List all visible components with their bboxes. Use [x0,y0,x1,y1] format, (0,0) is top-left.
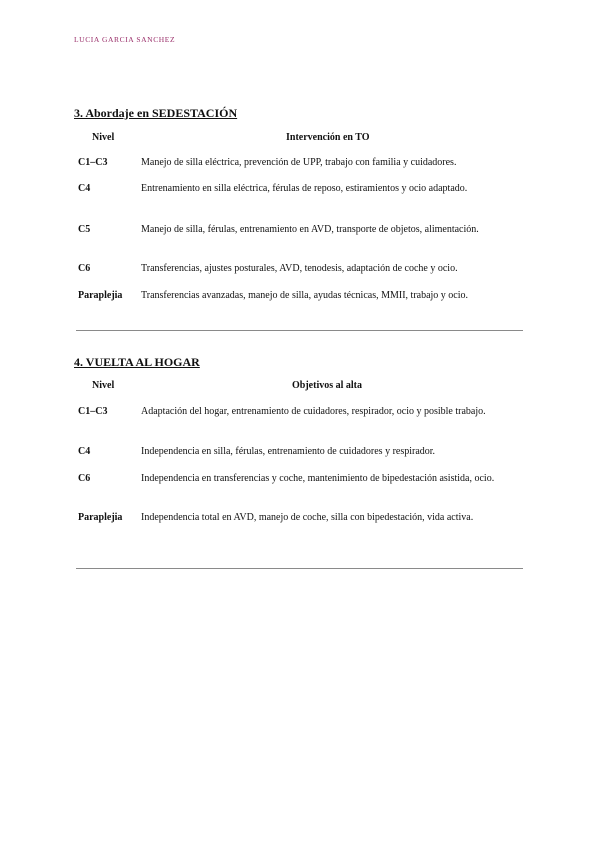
section-3-row-4-level: C6 [78,263,91,274]
section-4-row-4-text: Independencia total en AVD, manejo de coche, silla con bipedestación, vida activa. [141,512,474,523]
section-4-col-level: Nivel [92,380,115,391]
section-divider-bottom [76,568,523,569]
section-4-row-3-level: C6 [78,473,91,484]
section-4-row-2-text: Independencia en silla, férulas, entrenamiento de cuidadores y respirador. [141,446,436,457]
section-4-col-objectives: Objetivos al alta [292,380,362,391]
section-3-col-level: Nivel [92,132,115,143]
section-3-row-4-text: Transferencias, ajustes posturales, AVD, tenodesis, adaptación de coche y ocio. [141,263,458,274]
section-3-row-2-text: Entrenamiento en silla eléctrica, férulas de reposo, estiramientos y ocio adaptado. [141,183,468,194]
section-3-row-5-level: Paraplejia [78,290,123,301]
section-3-row-5-text: Transferencias avanzadas, manejo de silla, ayudas técnicas, MMII, trabajo y ocio. [141,290,469,301]
section-4-row-3-text: Independencia en transferencias y coche, mantenimiento de bipedestación asistida, ocio. [141,473,495,484]
section-3-row-3-level: C5 [78,224,91,235]
section-4-row-1-text: Adaptación del hogar, entrenamiento de cuidadores, respirador, ocio y posible trabajo. [141,406,486,417]
section-3-row-2-level: C4 [78,183,91,194]
section-4-row-2-level: C4 [78,446,91,457]
section-4-title: 4. VUELTA AL HOGAR [74,355,200,369]
section-3-row-1-level: C1–C3 [78,157,108,168]
page-header-author: LUCIA GARCIA SANCHEZ [74,35,176,44]
section-4-row-1-level: C1–C3 [78,406,108,417]
section-4-row-4-level: Paraplejia [78,512,123,523]
section-divider [76,330,523,331]
section-3-row-1-text: Manejo de silla eléctrica, prevención de UPP, trabajo con familia y cuidadores. [141,157,457,168]
section-3-row-3-text: Manejo de silla, férulas, entrenamiento en AVD, transporte de objetos, alimentación. [141,224,479,235]
section-3-col-intervention: Intervención en TO [286,132,370,143]
section-3-title: 3. Abordaje en SEDESTACIÓN [74,106,238,120]
